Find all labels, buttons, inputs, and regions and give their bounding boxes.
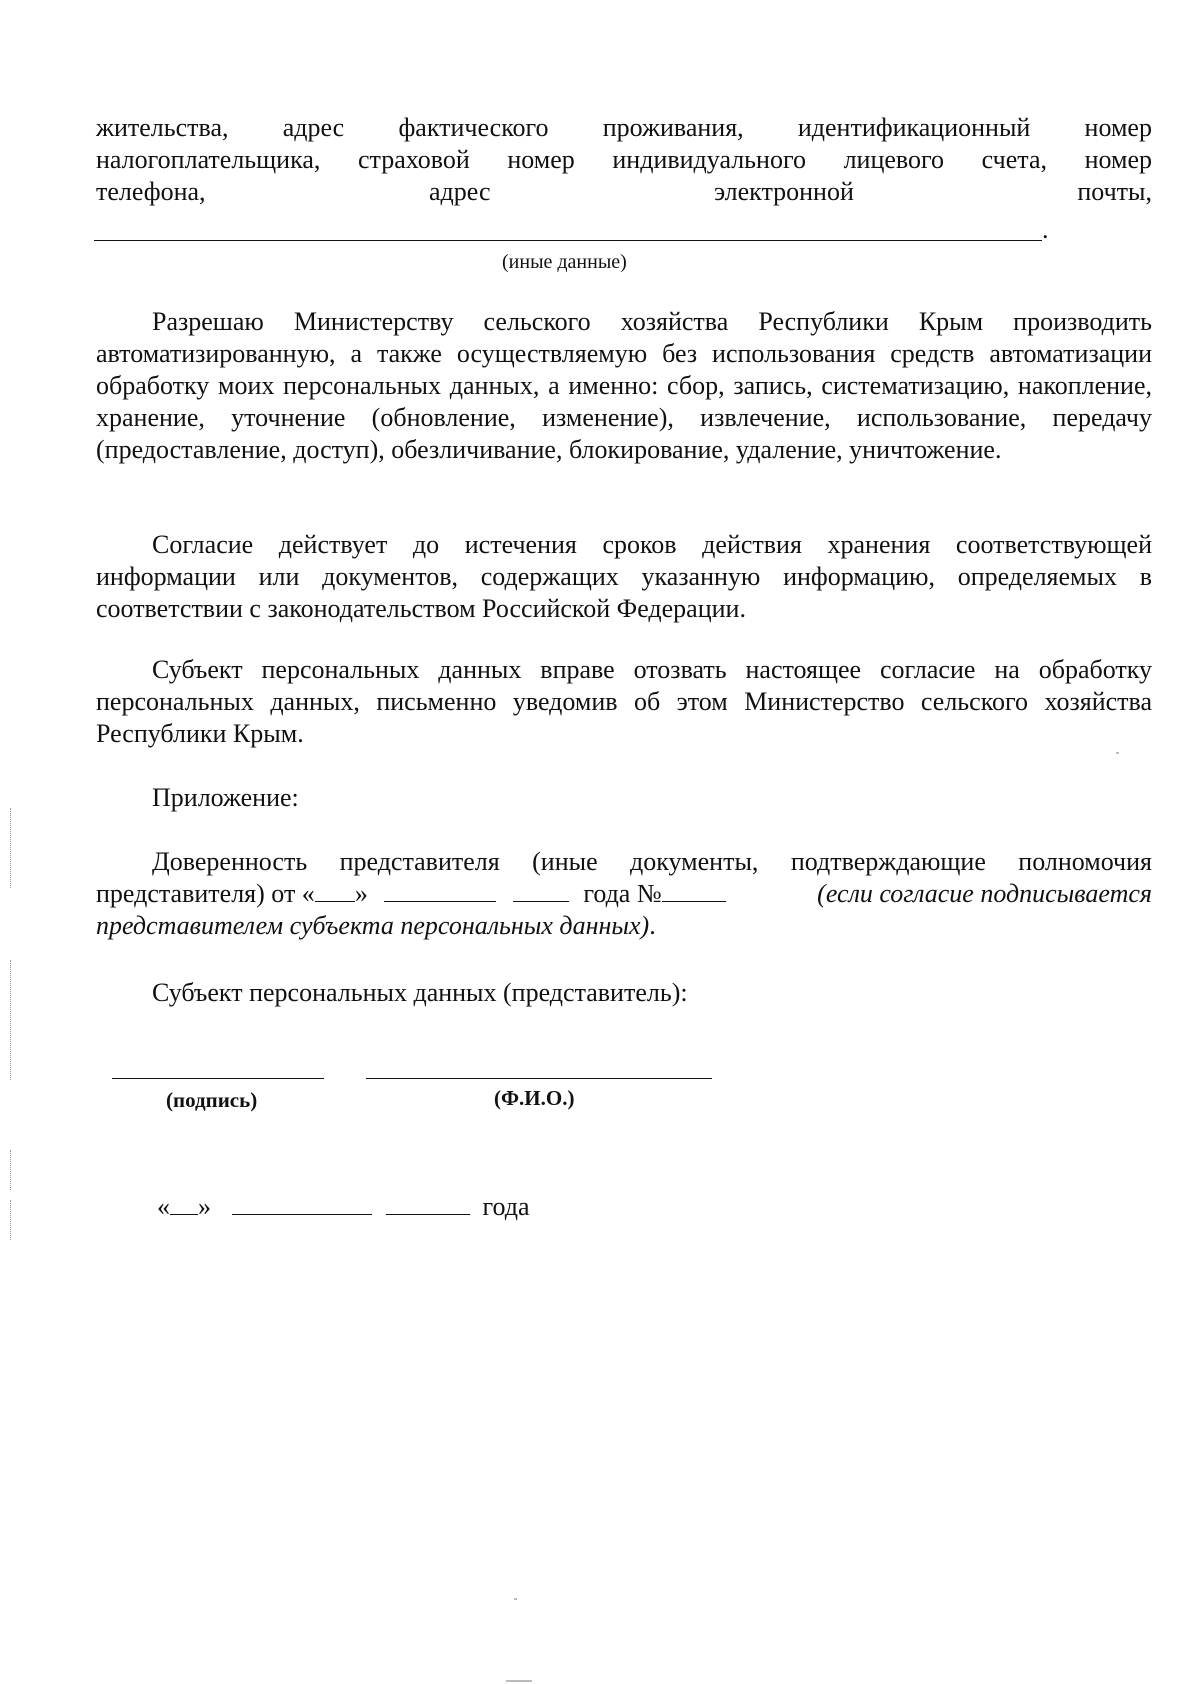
attachment-close-quote: » bbox=[354, 879, 368, 908]
scan-artifact-dots bbox=[10, 1150, 13, 1190]
word: налогоплательщика, bbox=[96, 145, 321, 174]
revoke-paragraph: Субъект персональных данных вправе отозвать настоящее согласие на обработку персональных данных, письменно уведомив об этом Министерство сельского хозяйства Республики Крым. bbox=[96, 655, 1152, 748]
date-year-blank[interactable] bbox=[386, 1192, 470, 1215]
attachment-period: . bbox=[649, 911, 656, 940]
attachment-number-blank[interactable] bbox=[662, 879, 726, 902]
scan-speck bbox=[506, 1680, 532, 1682]
fill-line-period: . bbox=[1042, 215, 1049, 244]
signature-line[interactable] bbox=[112, 1078, 324, 1079]
word: жительства, bbox=[96, 113, 229, 142]
attachment-heading-block bbox=[96, 782, 1152, 814]
word: номер bbox=[507, 145, 575, 174]
revoke-paragraph-block bbox=[96, 654, 1152, 750]
attachment-line-1 bbox=[96, 846, 1152, 878]
date-close-quote: » bbox=[198, 1192, 211, 1221]
header-block bbox=[96, 112, 1152, 208]
consent-paragraph-block bbox=[96, 306, 1152, 466]
full-name-line[interactable] bbox=[366, 1078, 712, 1079]
word: электронной bbox=[713, 177, 854, 206]
attachment-line-1-text: Доверенность представителя (иные документы, подтверждающие полномочия bbox=[152, 847, 1152, 876]
signature-caption: (подпись) bbox=[166, 1088, 258, 1112]
scan-speck bbox=[1116, 752, 1119, 754]
word: индивидуального bbox=[612, 145, 806, 174]
word: почты, bbox=[1077, 177, 1152, 206]
attachment-from-label: представителя) от « bbox=[96, 879, 315, 908]
date-year-label: года bbox=[482, 1192, 530, 1221]
word: номер bbox=[1084, 145, 1152, 174]
attachment-line-3 bbox=[96, 910, 1152, 942]
signature-heading: Субъект персональных данных (представитель): bbox=[152, 978, 688, 1007]
scan-artifact-dots bbox=[10, 960, 13, 1080]
scan-artifact-dots bbox=[10, 808, 13, 888]
validity-paragraph-block bbox=[96, 529, 1152, 625]
word: проживания, bbox=[602, 113, 744, 142]
word: адрес bbox=[282, 113, 345, 142]
date-month-blank[interactable] bbox=[232, 1192, 372, 1215]
word: лицевого bbox=[843, 145, 945, 174]
attachment-year-blank[interactable] bbox=[513, 879, 569, 902]
attachment-year-label: года № bbox=[583, 879, 662, 908]
header-line-2 bbox=[96, 144, 1152, 176]
date-day-blank[interactable] bbox=[170, 1192, 198, 1215]
other-data-fill-line bbox=[94, 240, 1042, 241]
word: счета, bbox=[981, 145, 1047, 174]
word: фактического bbox=[398, 113, 549, 142]
attachment-heading: Приложение: bbox=[152, 783, 299, 812]
word: страховой bbox=[357, 145, 470, 174]
attachment-note-part-2: представителем субъекта персональных данных) bbox=[96, 911, 650, 940]
attachment-day-blank[interactable] bbox=[315, 879, 355, 902]
header-line-3 bbox=[96, 176, 1152, 208]
consent-paragraph: Разрешаю Министерству сельского хозяйства Республики Крым производить автоматизированную, а также осуществляемую без использования средств автоматизации обработку моих персональных данных, а именно: сбор, запись, систематизацию, накопление, хранение, уточнение (обновление, изменение), извлечение, использование, передачу (предоставление, доступ), обезличивание, блокирование, удаление, уничтожение. bbox=[96, 307, 1152, 464]
scan-speck bbox=[514, 1598, 517, 1600]
word: номер bbox=[1084, 113, 1152, 142]
attachment-month-blank[interactable] bbox=[384, 879, 496, 902]
header-line-1 bbox=[96, 112, 1152, 144]
full-name-caption: (Ф.И.О.) bbox=[494, 1086, 575, 1110]
attachment-block bbox=[96, 846, 1152, 942]
word: телефона, bbox=[96, 177, 206, 206]
attachment-line-2 bbox=[96, 878, 1152, 910]
date-open-quote: « bbox=[157, 1192, 170, 1221]
signature-heading-block bbox=[96, 977, 1152, 1009]
scan-artifact-dots bbox=[10, 1200, 13, 1240]
date-line bbox=[157, 1191, 530, 1223]
word: идентификационный bbox=[797, 113, 1031, 142]
attachment-note-part-1: (если согласие подписывается bbox=[817, 879, 1152, 908]
word: адрес bbox=[429, 177, 491, 206]
other-data-caption: (иные данные) bbox=[502, 251, 627, 273]
validity-paragraph: Согласие действует до истечения сроков действия хранения соответствующей информации или документов, содержащих указанную информацию, определяемых в соответствии с законодательством Российской Федерации. bbox=[96, 530, 1152, 623]
